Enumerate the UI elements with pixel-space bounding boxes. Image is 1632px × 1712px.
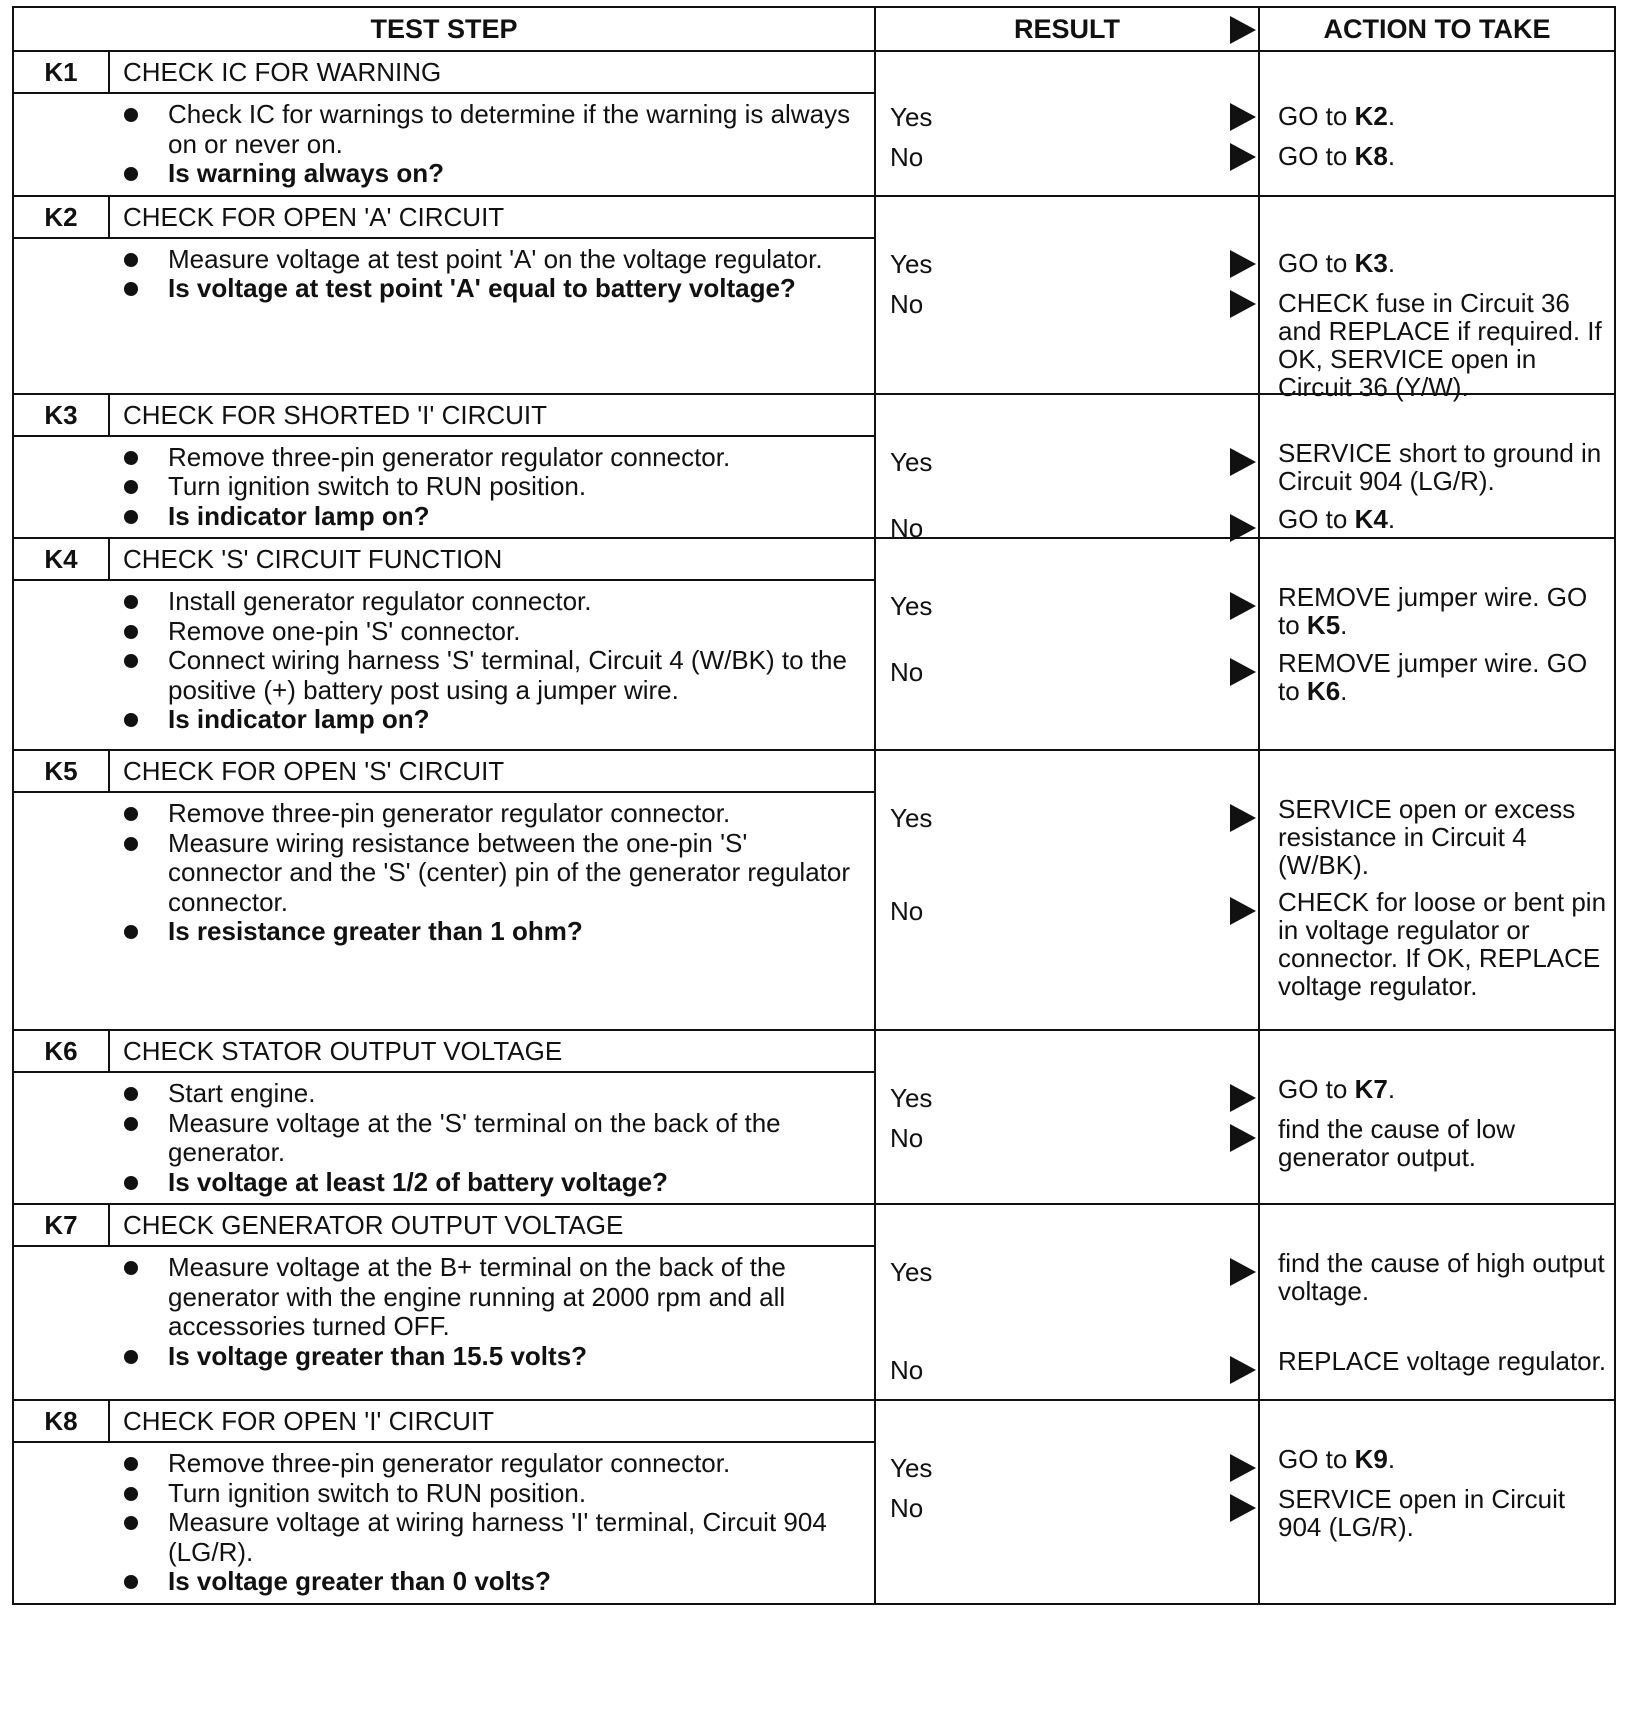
bullet-icon [124,807,138,821]
bullet-text: Measure voltage at test point 'A' on the voltage regulator. [168,243,823,274]
result-label: Yes [890,1083,933,1113]
step-title: CHECK GENERATOR OUTPUT VOLTAGE [123,1210,624,1240]
step-instruction [14,443,866,473]
step-instruction [14,245,866,275]
step-instruction [14,587,866,617]
result-no [876,289,1258,319]
step-id: K1 [14,52,110,92]
step-row-k3 [13,394,1615,539]
bullet-icon [124,1176,138,1190]
action-punctuation: . [1387,1074,1396,1104]
step-instruction [14,1109,866,1168]
test-step-cell [13,750,875,1030]
result-label: No [890,142,924,172]
result-cell [875,538,1259,750]
arrow-icon [1230,448,1256,476]
action-punctuation: . [1387,141,1396,171]
arrow-icon [1230,143,1256,171]
step-bullet-list [14,1247,874,1377]
action-text [1278,1445,1610,1473]
result-label: Yes [890,446,933,477]
result-cell [875,394,1259,543]
action-step-ref: K7 [1354,1074,1388,1104]
step-question [14,917,866,947]
action-instruction: GO to [1278,141,1355,171]
action-text [1278,1075,1610,1103]
step-bullet-list [14,1443,874,1603]
step-title-row [14,197,874,239]
action-punctuation: . [1387,101,1396,131]
result-cell [875,196,1259,394]
result-label: Yes [890,591,933,621]
result-yes [876,447,1258,477]
arrow-icon [1230,250,1256,278]
action-instruction: CHECK fuse in Circuit 36 and REPLACE if required. If OK, SERVICE open in Circuit 36 (Y/W). [1278,287,1602,402]
result-yes [876,803,1258,833]
result-yes [876,1257,1258,1287]
result-yes [876,1083,1258,1113]
test-step-cell [13,196,875,394]
test-step-cell [13,394,875,539]
test-step-cell [13,1400,875,1604]
result-label: No [890,1355,924,1385]
action-text [1278,505,1610,533]
result-label: Yes [890,803,933,833]
bullet-text: Remove three-pin generator regulator connector. [168,798,731,828]
action-cell [1259,1030,1615,1204]
step-instruction [14,1253,866,1342]
result-cell [875,1204,1259,1400]
bullet-text: Is voltage at test point 'A' equal to battery voltage? [168,273,796,303]
action-text [1278,649,1610,705]
result-no [876,1493,1258,1523]
result-cell [875,51,1259,196]
action-cell [1259,1204,1615,1400]
result-label: Yes [890,1453,933,1483]
table-body [13,51,1615,1604]
step-title-row [14,395,874,437]
step-question [14,1567,866,1597]
action-cell [1259,196,1615,402]
step-row-k4 [13,538,1615,750]
result-yes [876,1453,1258,1483]
bullet-icon [124,282,138,296]
result-no [876,1355,1258,1385]
step-instruction [14,617,866,647]
step-title: CHECK 'S' CIRCUIT FUNCTION [123,544,503,574]
action-text [1278,439,1610,495]
arrow-icon [1230,1084,1256,1112]
step-instruction [14,829,866,918]
result-label: No [890,1123,924,1153]
bullet-text: Turn ignition switch to RUN position. [168,1477,587,1508]
result-label: Yes [890,1257,933,1287]
action-instruction: CHECK for loose or bent pin in voltage regulator or connector. If OK, REPLACE voltage regulator. [1278,887,1607,1001]
step-instruction [14,1479,866,1509]
action-instruction: GO to [1278,247,1355,278]
result-label: No [890,288,924,319]
action-text [1278,289,1610,401]
step-id: K5 [14,751,110,791]
bullet-icon [124,167,138,181]
bullet-icon [124,510,138,524]
step-bullet-list [14,437,874,538]
step-title-row [14,751,874,793]
bullet-text: Remove one-pin 'S' connector. [168,615,521,646]
test-step-cell [13,538,875,750]
result-cell [875,1030,1259,1204]
arrow-icon [1230,1124,1256,1152]
arrow-icon [1230,592,1256,620]
bullet-text: Is voltage greater than 0 volts? [168,1566,551,1596]
result-no [876,657,1258,687]
result-label: No [890,896,924,926]
step-title-row [14,1205,874,1247]
arrow-icon [1230,103,1256,131]
step-id: K8 [14,1401,110,1441]
step-title: CHECK FOR OPEN 'S' CIRCUIT [123,756,505,786]
bullet-icon [124,1087,138,1101]
action-step-ref: K6 [1306,676,1341,706]
bullet-text: Measure voltage at the 'S' terminal on the back of the generator. [168,1107,781,1167]
result-no [876,142,1258,172]
action-text [1278,142,1610,170]
step-instruction [14,646,866,705]
bullet-icon [124,1457,138,1471]
arrow-icon [1230,1494,1256,1522]
bullet-text: Install generator regulator connector. [168,586,592,616]
header-test-step: TEST STEP [13,7,875,51]
bullet-icon [124,654,138,668]
action-instruction: REPLACE voltage regulator. [1278,1346,1607,1376]
test-step-cell [13,51,875,196]
bullet-text: Remove three-pin generator regulator connector. [168,441,731,472]
action-instruction: SERVICE short to ground in Circuit 904 (LG/R). [1278,437,1602,496]
action-text [1278,249,1610,277]
result-label: No [890,1493,924,1523]
step-title: CHECK FOR SHORTED 'I' CIRCUIT [123,399,548,430]
step-title: CHECK STATOR OUTPUT VOLTAGE [123,1036,563,1066]
result-label: Yes [890,248,933,279]
arrow-icon [1230,290,1256,318]
step-instruction [14,1449,866,1479]
bullet-icon [124,1350,138,1364]
test-step-cell [13,1204,875,1400]
bullet-icon [124,1575,138,1589]
bullet-icon [124,480,138,494]
action-step-ref: K3 [1354,247,1388,278]
action-text [1278,795,1610,879]
bullet-text: Measure wiring resistance between the one-pin 'S' connector and the 'S' (center) pin of the generator regulator connector. [168,827,851,917]
bullet-icon [124,837,138,851]
step-bullet-list [14,793,874,953]
action-instruction: GO to [1278,1444,1355,1474]
step-bullet-list [14,581,874,741]
step-question [14,1168,866,1198]
step-row-k7 [13,1204,1615,1400]
bullet-text: Measure voltage at the B+ terminal on the back of the generator with the engine running at 2000 rpm and all accessories turned OFF. [168,1252,786,1341]
action-cell [1259,750,1615,1030]
action-punctuation: . [1340,676,1348,706]
arrow-icon [1230,897,1256,925]
arrow-icon [1230,1356,1256,1384]
result-no [876,896,1258,926]
step-question [14,502,866,532]
step-instruction [14,799,866,829]
action-cell [1259,538,1615,750]
action-cell [1259,51,1615,196]
bullet-text: Is indicator lamp on? [168,500,430,531]
step-question [14,159,866,189]
bullet-icon [124,625,138,639]
bullet-icon [124,713,138,727]
header-row [13,7,1615,51]
action-step-ref: K2 [1354,101,1388,131]
header-result-label: RESULT [1014,13,1120,44]
step-id: K3 [14,395,110,435]
step-row-k5 [13,750,1615,1030]
header-action: ACTION TO TAKE [1259,7,1615,51]
arrow-icon [1230,804,1256,832]
diagnostic-table-sheet [12,6,1614,1708]
result-yes [876,102,1258,132]
action-step-ref: K8 [1354,141,1388,171]
bullet-text: Start engine. [168,1078,316,1108]
result-cell [875,1400,1259,1604]
action-punctuation: . [1387,247,1396,278]
action-text [1278,888,1610,1000]
action-instruction: find the cause of high output voltage. [1278,1248,1605,1306]
action-punctuation: . [1340,610,1348,640]
bullet-text: Is voltage at least 1/2 of battery voltage? [168,1166,668,1197]
step-instruction [14,100,866,159]
action-punctuation: . [1387,503,1396,534]
arrow-icon [1230,1258,1256,1286]
bullet-text: Measure voltage at wiring harness 'I' terminal, Circuit 904 (LG/R). [168,1507,827,1567]
step-id: K2 [14,197,110,237]
action-instruction: SERVICE open or excess resistance in Circuit 4 (W/BK). [1278,794,1576,880]
step-bullet-list [14,1073,874,1203]
result-label: Yes [890,102,933,132]
bullet-icon [124,1117,138,1131]
action-text [1278,1485,1610,1541]
action-text [1278,102,1610,130]
bullet-icon [124,1261,138,1275]
step-title: CHECK FOR OPEN 'I' CIRCUIT [123,1406,495,1436]
result-yes [876,591,1258,621]
action-instruction: REMOVE jumper wire. GO to [1278,582,1588,640]
result-label: No [890,512,924,543]
result-no [876,1123,1258,1153]
step-id: K7 [14,1205,110,1245]
result-label: No [890,657,924,687]
action-instruction: SERVICE open in Circuit 904 (LG/R). [1278,1484,1566,1542]
bullet-text: Is warning always on? [168,158,444,188]
action-step-ref: K9 [1354,1444,1388,1474]
action-cell [1259,1400,1615,1604]
step-question [14,1342,866,1372]
bullet-icon [124,1487,138,1501]
action-step-ref: K4 [1354,503,1388,534]
bullet-icon [124,595,138,609]
step-question [14,274,866,304]
step-title-row [14,539,874,581]
action-text [1278,1347,1610,1375]
step-bullet-list [14,94,874,195]
action-text [1278,1249,1610,1305]
step-row-k6 [13,1030,1615,1204]
step-row-k2 [13,196,1615,394]
action-instruction: GO to [1278,101,1355,131]
action-text [1278,1115,1610,1171]
bullet-icon [124,451,138,465]
arrow-icon [1230,16,1256,51]
header-result [875,7,1259,51]
bullet-text: Connect wiring harness 'S' terminal, Circuit 4 (W/BK) to the positive (+) battery post using a jumper wire. [168,645,847,705]
step-row-k8 [13,1400,1615,1604]
diagnostic-table [12,6,1616,1605]
step-bullet-list [14,239,874,310]
test-step-cell [13,1030,875,1204]
action-punctuation: . [1387,1444,1396,1474]
step-title-row [14,52,874,94]
bullet-text: Check IC for warnings to determine if the warning is always on or never on. [168,99,851,159]
bullet-text: Remove three-pin generator regulator connector. [168,1448,731,1478]
step-title: CHECK FOR OPEN 'A' CIRCUIT [123,201,505,232]
action-instruction: find the cause of low generator output. [1278,1114,1516,1172]
bullet-icon [124,253,138,267]
step-instruction [14,472,866,502]
step-row-k1 [13,51,1615,196]
bullet-text: Is indicator lamp on? [168,704,430,734]
step-title-row [14,1401,874,1443]
arrow-icon [1230,658,1256,686]
step-instruction [14,1079,866,1109]
action-text [1278,583,1610,639]
bullet-text: Is voltage greater than 15.5 volts? [168,1340,588,1371]
bullet-text: Turn ignition switch to RUN position. [168,471,587,501]
action-instruction: REMOVE jumper wire. GO to [1278,648,1588,706]
step-title: CHECK IC FOR WARNING [123,57,442,87]
bullet-icon [124,108,138,122]
action-step-ref: K5 [1306,610,1341,640]
result-cell [875,750,1259,1030]
arrow-icon [1230,1454,1256,1482]
step-title-row [14,1031,874,1073]
result-yes [876,249,1258,279]
bullet-icon [124,1516,138,1530]
bullet-text: Is resistance greater than 1 ohm? [168,916,583,946]
step-id: K4 [14,539,110,579]
action-instruction: GO to [1278,1074,1355,1104]
step-id: K6 [14,1031,110,1071]
action-cell [1259,394,1615,539]
action-instruction: GO to [1278,503,1355,534]
bullet-icon [124,925,138,939]
step-instruction [14,1508,866,1567]
step-question [14,705,866,735]
